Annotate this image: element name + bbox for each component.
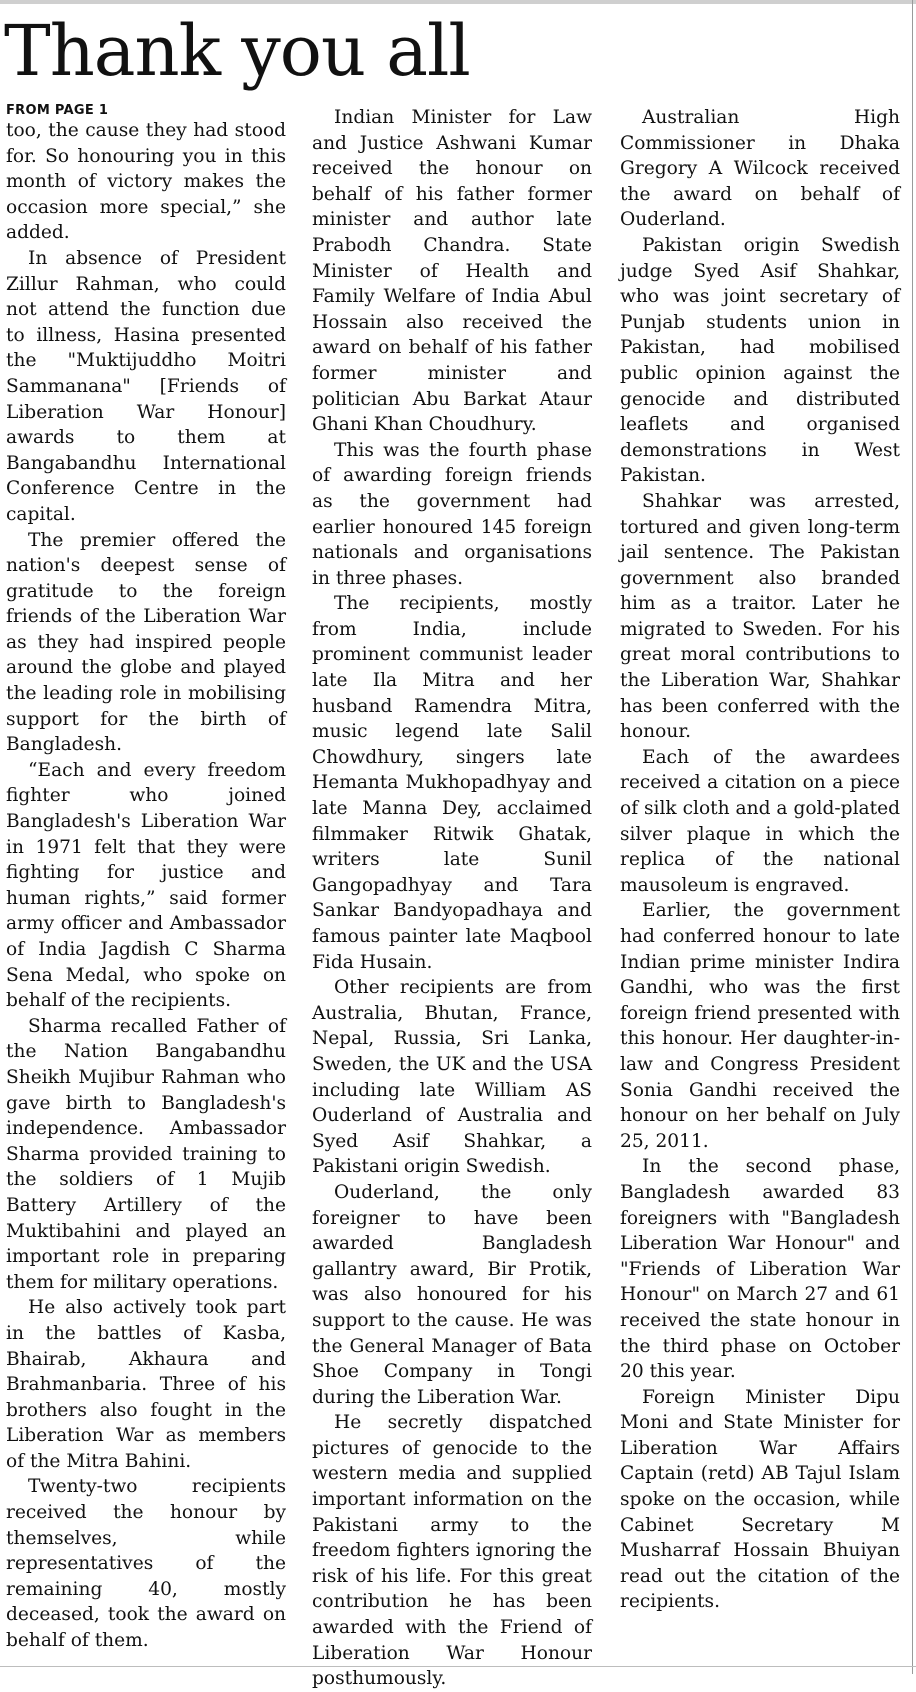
paragraph: too, the cause they had stood for. So honouring you in this month of victory makes the occasion more special,” she added.	[6, 120, 286, 244]
paragraph: Earlier, the government had conferred honour to late Indian prime minister Indira Gandhi, who was the first foreign friend presented with this honour. Her daughter-in-law and Congress President Sonia Gandhi received the honour on her behalf on July 25, 2011.	[620, 900, 900, 1152]
top-rule	[0, 0, 916, 4]
paragraph: He also actively took part in the battles of Kasba, Bhairab, Akhaura and Brahmanbaria. Three of his brothers also fought in the Liberation War as members of the Mitra Bahini.	[6, 1297, 286, 1472]
column-2	[312, 105, 592, 1692]
paragraph: In absence of President Zillur Rahman, who could not attend the function due to illness, Hasina presented the "Muktijuddho Moitri Sammanana" [Friends of Liberation War Honour] awards to them at Bangabandhu International Conference Centre in the capital.	[6, 247, 286, 525]
paragraph: Other recipients are from Australia, Bhutan, France, Nepal, Russia, Sri Lanka, Sweden, the UK and the USA including late William AS Ouderland of Australia and Syed Asif Shahkar, a Pakistani origin Swedish.	[312, 977, 592, 1178]
paragraph: Shahkar was arrested, tortured and given long-term jail sentence. The Pakistan government also branded him as a traitor. Later he migrated to Sweden. For his great moral contributions to the Liberation War, Shahkar has been conferred with the honour.	[620, 490, 900, 743]
paragraph: Each of the awardees received a citation on a piece of silk cloth and a gold-plated silver plaque in which the replica of the national mausoleum is engraved.	[620, 746, 900, 896]
paragraph: Indian Minister for Law and Justice Ashwani Kumar received the honour on behalf of his father former minister and author late Prabodh Chandra. State Minister of Health and Family Welfare of India Abul Hossain also received the award on behalf of his father former minister and politician Abu Barkat Ataur Ghani Khan Choudhury.	[312, 107, 592, 436]
column-1	[6, 103, 286, 1654]
paragraph: Ouderland, the only foreigner to have been awarded Bangladesh gallantry award, Bir Protik, was also honoured for his support to the cause. He was the General Manager of Bata Shoe Company in Tongi during the Liberation War.	[312, 1181, 592, 1408]
paragraph: He secretly dispatched pictures of genocide to the western media and supplied important information on the Pakistani army to the freedom fighters ignoring the risk of his life. For this great contribution he has been awarded with the Friend of Liberation War Honour posthumously.	[312, 1412, 592, 1690]
paragraph: This was the fourth phase of awarding foreign friends as the government had earlier honoured 145 foreign nationals and organisations in three phases.	[312, 439, 592, 589]
paragraph: In the second phase, Bangladesh awarded 83 foreigners with "Bangladesh Liberation War Honour" and "Friends of Liberation War Honour" on March 27 and 61 received the state honour in the third phase on October 20 this year.	[620, 1156, 900, 1383]
paragraph: Sharma recalled Father of the Nation Bangabandhu Sheikh Mujibur Rahman who gave birth to Bangladesh's independence. Ambassador Sharma provided training to the soldiers of 1 Mujib Battery Artillery of the Muktibahini and played an important role in preparing them for military operations.	[6, 1015, 286, 1293]
bottom-rule	[0, 1666, 916, 1667]
paragraph: Foreign Minister Dipu Moni and State Minister for Liberation War Affairs Captain (retd) AB Tajul Islam spoke on the occasion, while Cabinet Secretary M Musharraf Hossain Bhuiyan read out the citation of the recipients.	[620, 1386, 900, 1613]
paragraph: “Each and every freedom fighter who joined Bangladesh's Liberation War in 1971 felt that they were fighting for justice and human rights,” said former army officer and Ambassador of India Jagdish C Sharma Sena Medal, who spoke on behalf of the recipients.	[6, 759, 286, 1012]
paragraph: Pakistan origin Swedish judge Syed Asif Shahkar, who was joint secretary of Punjab students union in Pakistan, had mobilised public opinion against the genocide and distributed leaflets and organised demonstrations in West Pakistan.	[620, 234, 900, 487]
paragraph: Twenty-two recipients received the honour by themselves, while representatives of the remaining 40, mostly deceased, took the award on behalf of them.	[6, 1476, 286, 1652]
paragraph: The recipients, mostly from India, include prominent communist leader late Ila Mitra and her husband Ramendra Mitra, music legend late Salil Chowdhury, singers late Hemanta Mukhopadhyay and late Manna Dey, acclaimed filmmaker Ritwik Ghatak, writers late Sunil Gangopadhyay and Tara Sankar Bandyopadhaya and famous painter late Maqbool Fida Husain.	[312, 593, 592, 973]
column-3	[620, 105, 900, 1615]
paragraph: Australian High Commissioner in Dhaka Gregory A Wilcock received the award on behalf of Ouderland.	[620, 107, 900, 231]
headline: Thank you all	[4, 10, 470, 92]
kicker-from-page: FROM PAGE 1	[6, 103, 109, 118]
paragraph: The premier offered the nation's deepest sense of gratitude to the foreign friends of the Liberation War as they had inspired people around the globe and played the leading role in mobilising support for the birth of Bangladesh.	[6, 529, 286, 756]
right-rule	[912, 0, 913, 1674]
